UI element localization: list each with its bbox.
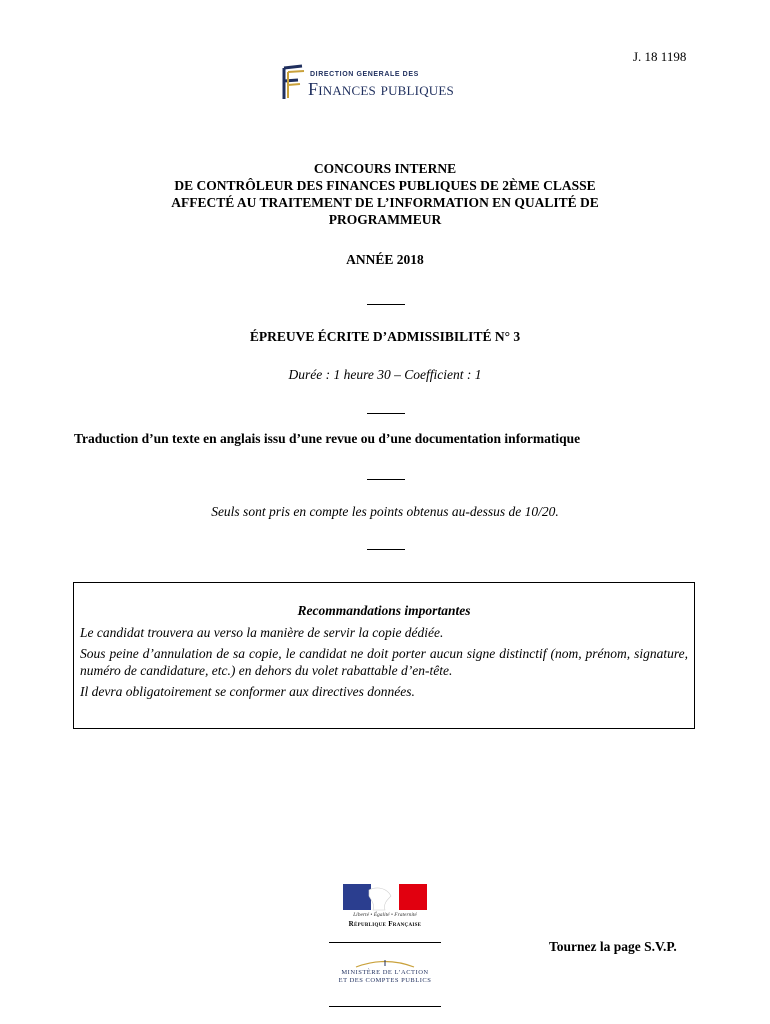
dgfip-logo [276,62,496,102]
exam-year: ANNÉE 2018 [346,252,424,267]
recommendation-item: Le candidat trouvera au verso la manière de servir la copie dédiée. [80,625,444,640]
separator [367,479,405,480]
dgfip-f-icon [276,62,306,102]
recommendation-item: Il devra obligatoirement se conformer aux directives données. [80,684,415,699]
divider [329,942,441,943]
separator [367,304,405,305]
title-line: CONCOURS INTERNE [313,161,457,176]
recommendations-box [73,582,695,729]
document-reference: J. 18 1198 [633,49,687,64]
republic-motto: Liberté • Égalité • Fraternité [353,912,417,918]
scoring-note: Seuls sont pris en compte les points obtenus au-dessus de 10/20. [211,504,559,519]
exam-name: ÉPREUVE ÉCRITE D’ADMISSIBILITÉ N° 3 [249,329,521,344]
exam-duration: Durée : 1 heure 30 – Coefficient : 1 [288,367,482,382]
separator [367,413,405,414]
republique-francaise-label: République Française [348,920,422,928]
divider [329,1006,441,1007]
logo-title: Finances publiques [308,79,454,99]
page-title [0,160,770,228]
recommendations-title: Recommandations importantes [297,603,471,618]
ministry-line: ET DES COMPTES PUBLICS [338,977,432,984]
exam-subject: Traduction d’un texte en anglais issu d’une revue ou d’une documentation informatique [74,431,581,446]
ministry-emblem-icon [352,958,418,968]
separator [367,549,405,550]
title-line: AFFECTÉ AU TRAITEMENT DE L’INFORMATION EN QUALITÉ DE [171,195,599,210]
logo-subtitle: DIRECTION GENERALE DES [310,71,419,78]
ministry-name [320,969,450,985]
ministry-line: MINISTÈRE DE L’ACTION [341,969,429,976]
title-line: DE CONTRÔLEUR DES FINANCES PUBLIQUES DE 2ÈME CLASSE [174,178,596,193]
title-line: PROGRAMMEUR [328,212,442,227]
recommendation-item: Sous peine d’annulation de sa copie, le candidat ne doit porter aucun signe distinctif (nom, prénom, signature, numéro de candidature, etc.) en dehors du volet rabattable d’en-tête. [80,646,688,678]
turn-page-note: Tournez la page S.V.P. [549,939,677,954]
